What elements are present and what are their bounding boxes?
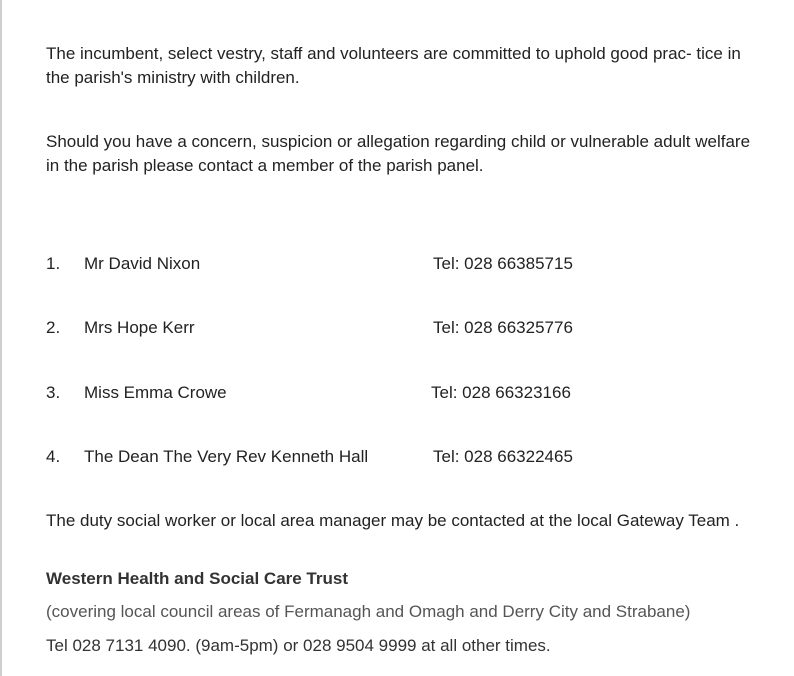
panel-member-tel: Tel: 028 66385715 (433, 254, 573, 273)
panel-member-number: 2. (46, 318, 61, 337)
panel-member-number: 1. (46, 254, 61, 273)
panel-member-number: 3. (46, 383, 61, 402)
panel-member-name: The Dean The Very Rev Kenneth Hall (84, 447, 369, 466)
panel-member-tel: Tel: 028 66323166 (431, 383, 571, 402)
panel-member-name: Miss Emma Crowe (84, 383, 227, 402)
panel-member-row (46, 381, 766, 405)
commitment-paragraph: The incumbent, select vestry, staff and volunteers are committed to uphold good prac- tice in the parish's ministry with children. (46, 44, 741, 87)
trust-contact-numbers: Tel 028 7131 4090. (9am-5pm) or 028 9504 9999 at all other times. (46, 636, 551, 655)
page-left-border (0, 0, 2, 676)
trust-coverage: (covering local council areas of Fermanagh and Omagh and Derry City and Strabane) (46, 602, 691, 621)
panel-member-tel: Tel: 028 66322465 (433, 447, 573, 466)
panel-member-name: Mr David Nixon (84, 254, 201, 273)
panel-member-row (46, 252, 766, 276)
concern-paragraph: Should you have a concern, suspicion or allegation regarding child or vulnerable adult welfare in the parish please contact a member of the parish panel. (46, 132, 751, 175)
panel-member-name: Mrs Hope Kerr (84, 318, 195, 337)
panel-member-tel: Tel: 028 66325776 (433, 318, 573, 337)
gateway-paragraph: The duty social worker or local area manager may be contacted at the local Gateway Team . (46, 511, 740, 530)
panel-member-number: 4. (46, 447, 61, 466)
panel-member-row (46, 445, 766, 469)
trust-name: Western Health and Social Care Trust (46, 569, 348, 588)
panel-member-row (46, 316, 766, 340)
